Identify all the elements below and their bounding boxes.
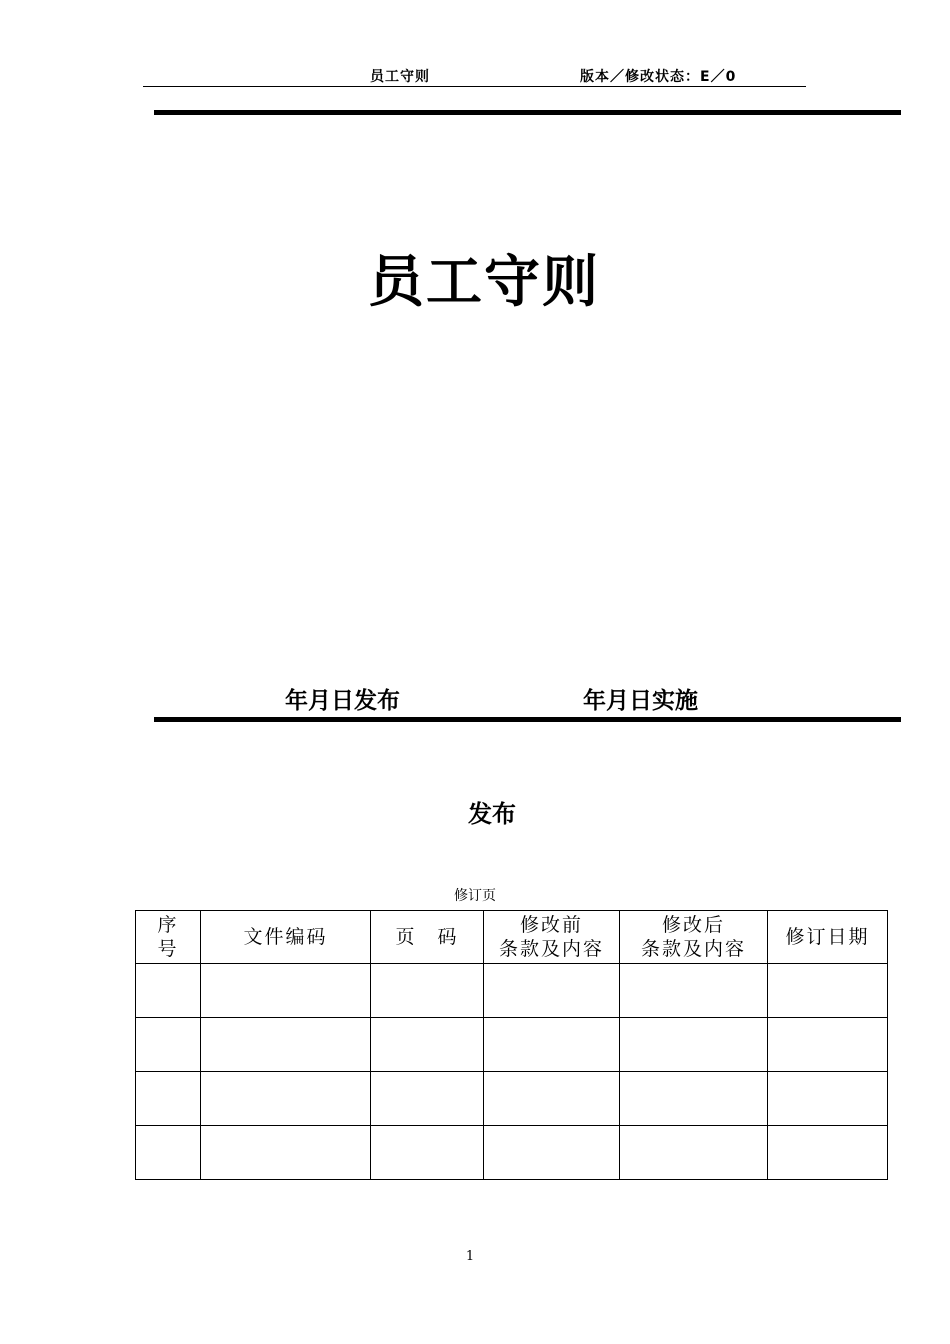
header-serial-number: 序 号 xyxy=(136,911,201,964)
header-after-revision: 修改后 条款及内容 xyxy=(620,911,768,964)
running-header-version: 版本／修改状态：E／0 xyxy=(580,69,737,85)
table-cell xyxy=(136,1018,201,1072)
table-cell xyxy=(371,964,484,1018)
effective-date: 年月日实施 xyxy=(583,688,698,714)
revision-table xyxy=(135,910,888,1180)
table-row xyxy=(136,964,888,1018)
table-cell xyxy=(620,1018,768,1072)
revision-table-caption: 修订页 xyxy=(454,888,496,904)
table-cell xyxy=(484,1126,620,1180)
table-cell xyxy=(136,1126,201,1180)
table-cell xyxy=(136,1072,201,1126)
table-cell xyxy=(620,1072,768,1126)
table-cell xyxy=(484,964,620,1018)
top-divider xyxy=(154,110,901,115)
table-row xyxy=(136,1072,888,1126)
table-cell xyxy=(768,1126,888,1180)
table-cell xyxy=(768,1018,888,1072)
page-number: 1 xyxy=(465,1249,475,1264)
table-cell xyxy=(484,1018,620,1072)
table-cell xyxy=(620,964,768,1018)
table-cell xyxy=(484,1072,620,1126)
table-cell xyxy=(201,1072,371,1126)
table-cell xyxy=(371,1126,484,1180)
header-underline xyxy=(143,86,806,87)
table-row xyxy=(136,1018,888,1072)
table-cell xyxy=(371,1018,484,1072)
table-cell xyxy=(201,964,371,1018)
header-document-code: 文件编码 xyxy=(201,911,371,964)
table-cell xyxy=(620,1126,768,1180)
table-cell xyxy=(201,1126,371,1180)
header-revision-date: 修订日期 xyxy=(768,911,888,964)
header-before-revision: 修改前 条款及内容 xyxy=(484,911,620,964)
table-cell xyxy=(371,1072,484,1126)
table-cell xyxy=(768,964,888,1018)
table-cell xyxy=(136,964,201,1018)
bottom-divider xyxy=(154,717,901,722)
running-header-title: 员工守则 xyxy=(370,69,430,85)
publish-label: 发布 xyxy=(468,800,516,828)
document-title: 员工守则 xyxy=(368,250,600,315)
header-page-number: 页 码 xyxy=(371,911,484,964)
table-cell xyxy=(768,1072,888,1126)
release-date: 年月日发布 xyxy=(285,688,400,714)
revision-table-header-row xyxy=(136,911,888,964)
table-cell xyxy=(201,1018,371,1072)
table-row xyxy=(136,1126,888,1180)
